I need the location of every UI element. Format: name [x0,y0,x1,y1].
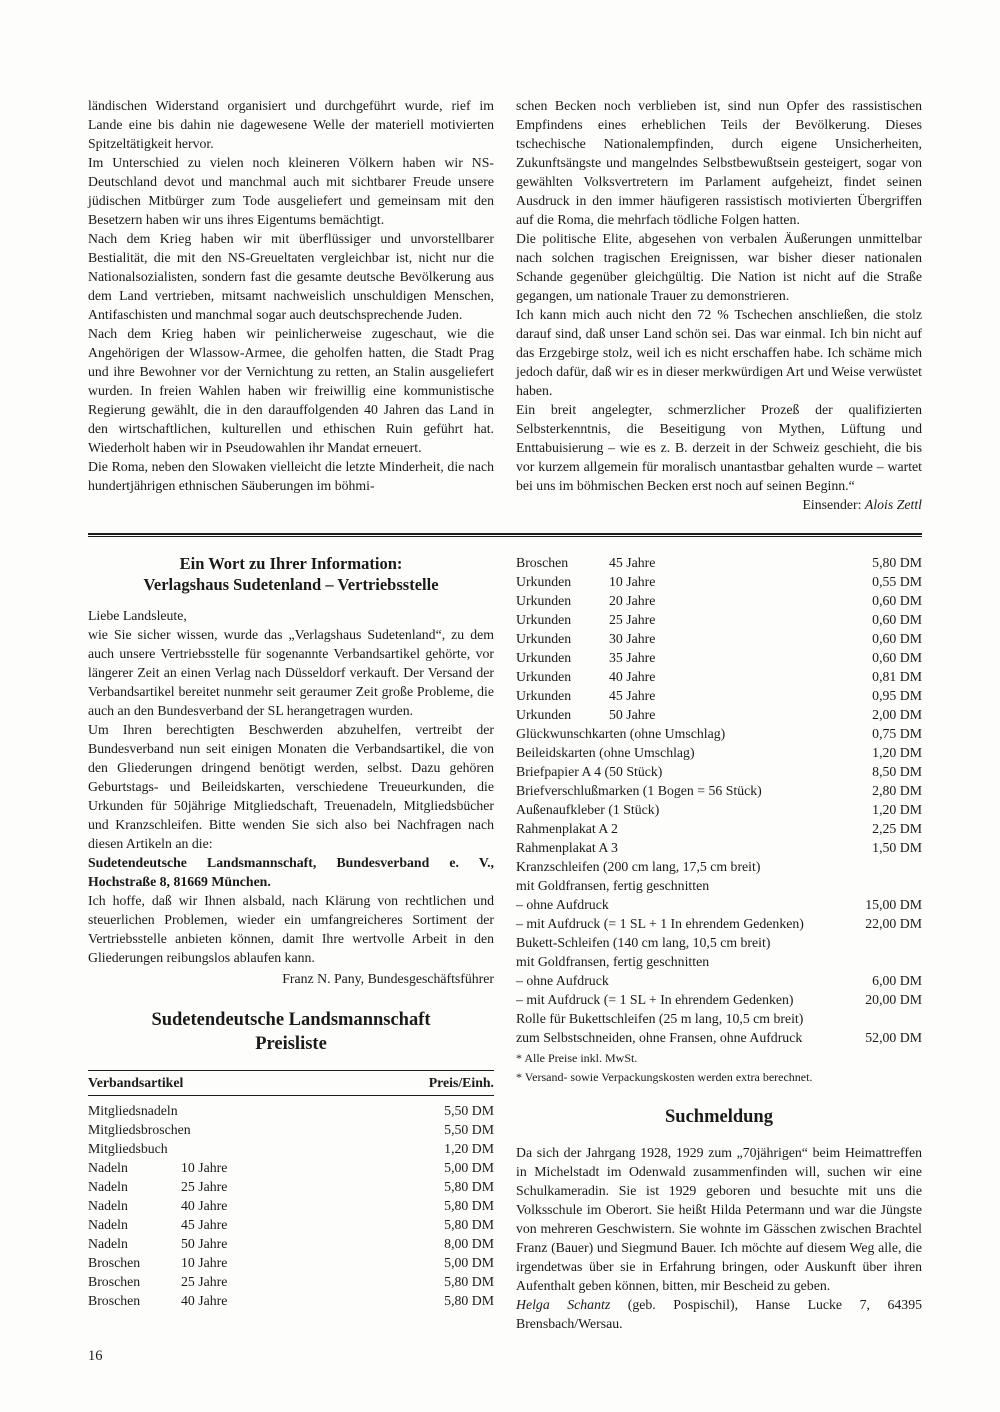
pricelist-item: mit Goldfransen, fertig geschnitten [516,878,710,893]
pricelist-years: 35 Jahre [609,650,656,665]
pricelist-item: Mitgliedsbuch [88,1141,168,1156]
pricelist-row [516,1028,922,1047]
pricelist-row [516,895,922,914]
pricelist-price: 5,80 DM [872,555,922,570]
pricelist-item: Urkunden [516,650,572,665]
article-paragraph: Nach dem Krieg haben wir peinlicherweise zugeschaut, wie die Angehörigen der Wlassow-Armee, die geholfen hatten, die Stadt Prag und ihre Bewohner vor der Vernichtung zu retten, an Stalin ausgeliefert wurden. In freien Wahlen haben wir freiwillig eine kommunistische Regierung gewählt, die in den darauffolgenden 40 Jahren das Land in den wirtschaftlichen, kulturellen und ethischen Ruin geführt hat. Wiederholt haben wir in Pseudowahlen ihr Mandat erneuert. [88,326,494,455]
pricelist-price: 5,80 DM [444,1217,494,1232]
pricelist-row [516,743,922,762]
pricelist-heading-line2: Preisliste [255,1034,327,1054]
pricelist-row [516,819,922,838]
pricelist-price: 2,00 DM [872,707,922,722]
article-paragraph: Ich kann mich auch nicht den 72 % Tschechen anschließen, die stolz darauf sind, daß unser Land schön sei. Das war einmal. Ich bin nicht auf das Erzgebirge stolz, weil ich es nicht erschaffen habe. Ich schäme mich jedoch dafür, daß wir es in dieser merkwürdigen Art und Weise verwüstet haben. [516,307,922,398]
pricelist-years: 25 Jahre [609,612,656,627]
pricelist-row [88,1120,494,1139]
pricelist-item: Urkunden [516,631,572,646]
pricelist-years: 30 Jahre [609,631,656,646]
pricelist-years [770,933,922,952]
pricelist-row [516,800,922,819]
pricelist-item: Briefverschlußmarken (1 Bogen = 56 Stück) [516,783,762,798]
pricelist-item: Urkunden [516,574,572,589]
pricelist-item: – ohne Aufdruck [516,973,609,988]
pricelist-row [516,971,922,990]
pricelist-item: Urkunden [516,707,572,722]
pricelist-row [88,1158,494,1177]
suchmeldung-contact [516,1295,922,1333]
suchmeldung-heading: Suchmeldung [665,1107,773,1127]
pricelist-price: 15,00 DM [865,897,922,912]
page-number: 16 [88,1348,103,1364]
pricelist-years [618,819,872,838]
pricelist-years: 10 Jahre [609,574,656,589]
pricelist-years [794,990,866,1009]
article-paragraph: Die Roma, neben den Slowaken vielleicht die letzte Minderheit, die nach hundertjährigen ethnischen Säuberungen im böhmi- [88,459,494,493]
pricelist-years [725,724,872,743]
contact-name: Helga Schantz [516,1297,611,1312]
pricelist-item: Briefpapier A 4 (50 Stück) [516,764,663,779]
info-address: Sudetendeutsche Landsmannschaft, Bundesverband e. V., Hochstraße 8, 81669 München. [88,855,494,889]
pricelist-item: Broschen [88,1255,141,1270]
pricelist-item: Urkunden [516,688,572,703]
pricelist-years [659,800,872,819]
pricelist-item: Nadeln [88,1236,128,1251]
pricelist-years: 20 Jahre [609,593,656,608]
pricelist-item: Bukett-Schleifen (140 cm lang, 10,5 cm breit) [516,935,771,950]
pricelist-item: Mitgliedsbroschen [88,1122,191,1137]
pricelist-price: 1,50 DM [872,840,922,855]
pricelist-years: 45 Jahre [609,688,656,703]
pricelist-table-header [88,1070,494,1096]
pricelist-years [802,1028,865,1047]
article-paragraph: Die politische Elite, abgesehen von verbalen Äußerungen unmittelbar nach solchen tragischen Ereignissen, war bisher dieser nationalen Schande gegenüber gleichgültig. Die Nation ist nicht auf die Straße gegangen, um nationale Trauer zu demonstrieren. [516,231,922,303]
sender-label: Einsender: [802,497,865,512]
pricelist-years [662,762,872,781]
pricelist-price: 5,80 DM [444,1198,494,1213]
pricelist-item: Rolle für Bukettschleifen (25 m lang, 10,5 cm breit) [516,1011,804,1026]
pricelist-price: 5,00 DM [444,1160,494,1175]
pricelist-item: Urkunden [516,612,572,627]
pricelist-row [516,876,922,895]
pricelist-row [516,781,922,800]
bottom-right-column [516,553,922,1333]
bottom-left-column [88,553,494,1333]
pricelist-item: mit Goldfransen, fertig geschnitten [516,954,710,969]
pricelist-row [516,724,922,743]
pricelist-years [191,1120,444,1139]
pricelist-price: 1,20 DM [444,1141,494,1156]
pricelist-years: 40 Jahre [181,1293,228,1308]
pricelist-item: Nadeln [88,1198,128,1213]
pricelist-years [709,952,922,971]
pricelist-left-rows [88,1101,494,1310]
pricelist-item: Glückwunschkarten (ohne Umschlag) [516,726,726,741]
pricelist-row [88,1177,494,1196]
pricelist-price: 6,00 DM [872,973,922,988]
pricelist-years [609,971,872,990]
sender-name: Alois Zettl [864,497,922,512]
pricelist-years [760,857,922,876]
pricelist-years [804,914,865,933]
pricelist-years: 45 Jahre [181,1217,228,1232]
pricelist-years: 25 Jahre [181,1179,228,1194]
article-paragraph: schen Becken noch verblieben ist, sind nun Opfer des rassistischen Empfindens eines erheblichen Teils der Bevölkerung. Dieses tschechische Nationalempfinden, durch eigene Unsicherheiten, Zukunftsängste und mangelndes Selbstbewußtsein gesteigert, sogar von gewählten Volksvertretern im Parlament aufgeheizt, findet seinen Ausdruck in den immer häufigeren rassistisch motivierten Übergriffen auf die Roma, die mehrfach tödliche Folgen hatten. [516,98,922,227]
pricelist-price: 2,25 DM [872,821,922,836]
article-paragraph: Ein breit angelegter, schmerzlicher Prozeß der qualifizierten Selbsterkenntnis, die Beseitigung von Mythen, Lüftung und Enttabuisierung – wie es z. B. derzeit in der Schweiz geschieht, die bis vor kurzem allgemein für moralisch unantastbar gehalten wurde – wartet bei uns im böhmischen Becken erst noch auf seinen Beginn.“ [516,402,922,493]
bottom-section [88,553,922,1333]
pricelist-row [516,838,922,857]
pricelist-years [181,1139,444,1158]
pricelist-item: Mitgliedsnadeln [88,1103,178,1118]
pricelist-row [88,1234,494,1253]
pricelist-price: 20,00 DM [865,992,922,1007]
pricelist-row [88,1215,494,1234]
pricelist-price: 22,00 DM [865,916,922,931]
pricelist-item: Broschen [516,555,569,570]
pricelist-row [516,648,922,667]
pricelist-row [516,572,922,591]
pricelist-price: 0,60 DM [872,650,922,665]
pricelist-row [516,591,922,610]
pricelist-years: 50 Jahre [609,707,656,722]
pricelist-years [618,838,872,857]
pricelist-item: Außenaufkleber (1 Stück) [516,802,660,817]
pricelist-years [709,876,922,895]
pricelist-years: 45 Jahre [609,555,656,570]
pricelist-heading-line1: Sudetendeutsche Landsmannschaft [151,1010,431,1030]
pricelist-row [88,1272,494,1291]
pricelist-footnote-2: * Versand- sowie Verpackungskosten werden extra berechnet. [516,1070,813,1084]
pricelist-price: 0,95 DM [872,688,922,703]
pricelist-row [88,1253,494,1272]
info-paragraph: Um Ihren berechtigten Beschwerden abzuhelfen, vertreibt der Bundesverband nun seit einigen Monaten die Verbandsartikel, die von den Gliederungen dringend benötigt werden, selbst. Dazu gehören Geburtstags- und Beileidskarten, verschiedene Treueurkunden, die Urkunden für 50jährige Mitgliedschaft, Treuenadeln, Mitgliedsbücher und Kranzschleifen. Bitte wenden Sie sich also bei Nachfragen nach diesen Artikeln an die: [88,722,494,851]
pricelist-item: Rahmenplakat A 3 [516,840,618,855]
suchmeldung-body: Da sich der Jahrgang 1928, 1929 zum „70jährigen“ beim Heimattreffen in Michelstadt im Odenwald zusammenfinden will, suchen wir eine Schulkameradin. Sie ist 1929 geboren und besuchte mit uns die Volksschule im Oberort. Sie heißt Hilda Petermann und war die Jüngste von mehreren Geschwistern. Sie wohnte im Gässchen zwischen Brachtel Franz (Bauer) und Siegmund Bauer. Ich möchte auf diesem Weg alle, die irgendetwas über sie in Erfahrung bringen, oder Auskunft über ihren Aufenthalt geben können, bitten, mir Bescheid zu geben. [516,1145,922,1293]
pricelist-item: Nadeln [88,1160,128,1175]
pricelist-price: 0,81 DM [872,669,922,684]
pricelist-row [88,1101,494,1120]
pricelist-years [609,895,865,914]
pricelist-price: 1,20 DM [872,802,922,817]
pricelist-heading [88,1008,494,1056]
pricelist-price: 5,80 DM [444,1293,494,1308]
pricelist-row [516,705,922,724]
pricelist-years: 40 Jahre [181,1198,228,1213]
pricelist-item: Urkunden [516,593,572,608]
info-heading-line1: Ein Wort zu Ihrer Information: [179,554,403,573]
article-paragraph: ländischen Widerstand organisiert und durchgeführt wurde, rief im Lande eine bis dahin nie dagewesene Welle der materiell motivierten Spitzeltätigkeit hervor. [88,98,494,151]
pricelist-item: – ohne Aufdruck [516,897,609,912]
pricelist-item: Beileidskarten (ohne Umschlag) [516,745,695,760]
pricelist-col-price: Preis/Einh. [428,1075,494,1090]
sender-line [516,495,922,514]
pricelist-row [88,1139,494,1158]
pricelist-item: Broschen [88,1293,141,1308]
pricelist-row [516,629,922,648]
pricelist-price: 5,50 DM [444,1122,494,1137]
pricelist-item: zum Selbstschneiden, ohne Fransen, ohne Aufdruck [516,1030,803,1045]
article-left-column [88,96,494,514]
pricelist-years: 10 Jahre [181,1160,228,1175]
signature-line: Franz N. Pany, Bundesgeschäftsführer [282,971,494,986]
pricelist-price: 1,20 DM [872,745,922,760]
top-article-section [88,96,922,514]
pricelist-price: 0,55 DM [872,574,922,589]
info-section-heading [88,553,494,595]
pricelist-item: Nadeln [88,1179,128,1194]
info-heading-line2: Verlagshaus Sudetenland – Vertriebsstelle [143,575,439,594]
pricelist-years: 10 Jahre [181,1255,228,1270]
pricelist-price: 0,60 DM [872,631,922,646]
pricelist-row [516,1009,922,1028]
pricelist-price: 5,00 DM [444,1255,494,1270]
pricelist-row [516,933,922,952]
pricelist-row [516,990,922,1009]
pricelist-row [516,686,922,705]
pricelist-years [762,781,872,800]
pricelist-row [516,762,922,781]
pricelist-row [516,553,922,572]
pricelist-years [181,1101,444,1120]
pricelist-row [88,1291,494,1310]
pricelist-price: 2,80 DM [872,783,922,798]
pricelist-price: 0,60 DM [872,593,922,608]
pricelist-price: 0,75 DM [872,726,922,741]
pricelist-price: 8,00 DM [444,1236,494,1251]
pricelist-row [88,1196,494,1215]
pricelist-years: 40 Jahre [609,669,656,684]
pricelist-price: 8,50 DM [872,764,922,779]
pricelist-item: Kranzschleifen (200 cm lang, 17,5 cm breit) [516,859,761,874]
article-right-column [516,96,922,514]
pricelist-row [516,857,922,876]
pricelist-years [803,1009,922,1028]
pricelist-item: Nadeln [88,1217,128,1232]
section-divider [88,533,922,537]
pricelist-item: Urkunden [516,669,572,684]
pricelist-years: 25 Jahre [181,1274,228,1289]
pricelist-price: 5,80 DM [444,1179,494,1194]
pricelist-row [516,610,922,629]
pricelist-right-rows [516,553,922,1047]
contact-details: (geb. Pospischil), Hanse Lucke 7, 64395 Brensbach/Wersau. [516,1297,922,1331]
info-paragraph: wie Sie sicher wissen, wurde das „Verlagshaus Sudetenland“, zu dem auch unsere Vertriebsstelle für sogenannte Verbandsartikel gehörte, vor längerer Zeit an einen Verlag nach Düsseldorf verkauft. Der Versand der Verbandsartikel bereitet nunmehr seit geraumer Zeit große Probleme, die auch an den Bundesverband der SL herangetragen wurden. [88,627,494,718]
pricelist-row [516,952,922,971]
pricelist-years [695,743,873,762]
pricelist-item: Broschen [88,1274,141,1289]
pricelist-price: 5,50 DM [444,1103,494,1118]
article-paragraph: Im Unterschied zu vielen noch kleineren Völkern haben wir NS-Deutschland devot und manchmal auch mit sichtbarer Freude unsere jüdischen Mitbürger zum Tode ausgeliefert und gemeinsam mit den Besetzern haben wir uns ihres Eigentums bemächtigt. [88,155,494,227]
pricelist-row [516,914,922,933]
info-paragraph: Ich hoffe, daß wir Ihnen alsbald, nach Klärung von rechtlichen und steuerlichen Problemen, wieder ein umfangreicheres Sortiment der Vertriebsstelle anbieten können, damit Ihre wertvolle Arbeit in den Gliederungen reibungslos ablaufen kann. [88,893,494,965]
pricelist-price: 5,80 DM [444,1274,494,1289]
pricelist-item: Rahmenplakat A 2 [516,821,618,836]
pricelist-item: – mit Aufdruck (= 1 SL + 1 In ehrendem Gedenken) [516,916,804,931]
pricelist-price: 52,00 DM [865,1030,922,1045]
salutation: Liebe Landsleute, [88,608,187,623]
pricelist-item: – mit Aufdruck (= 1 SL + In ehrendem Gedenken) [516,992,794,1007]
pricelist-row [516,667,922,686]
pricelist-col-item: Verbandsartikel [88,1075,184,1090]
pricelist-price: 0,60 DM [872,612,922,627]
article-paragraph: Nach dem Krieg haben wir mit überflüssiger und unvorstellbarer Bestialität, die mit den NS-Greueltaten vergleichbar ist, nicht nur die Nationalsozialisten, sondern fast die gesamte deutsche Bevölkerung aus dem Land vertrieben, mitsamt nachweislich unschuldigen Menschen, Antifaschisten und manchmal sogar auch deutschsprechende Juden. [88,231,494,322]
pricelist-footnote-1: * Alle Preise inkl. MwSt. [516,1051,638,1065]
pricelist-years: 50 Jahre [181,1236,228,1251]
page-content [88,96,922,1333]
